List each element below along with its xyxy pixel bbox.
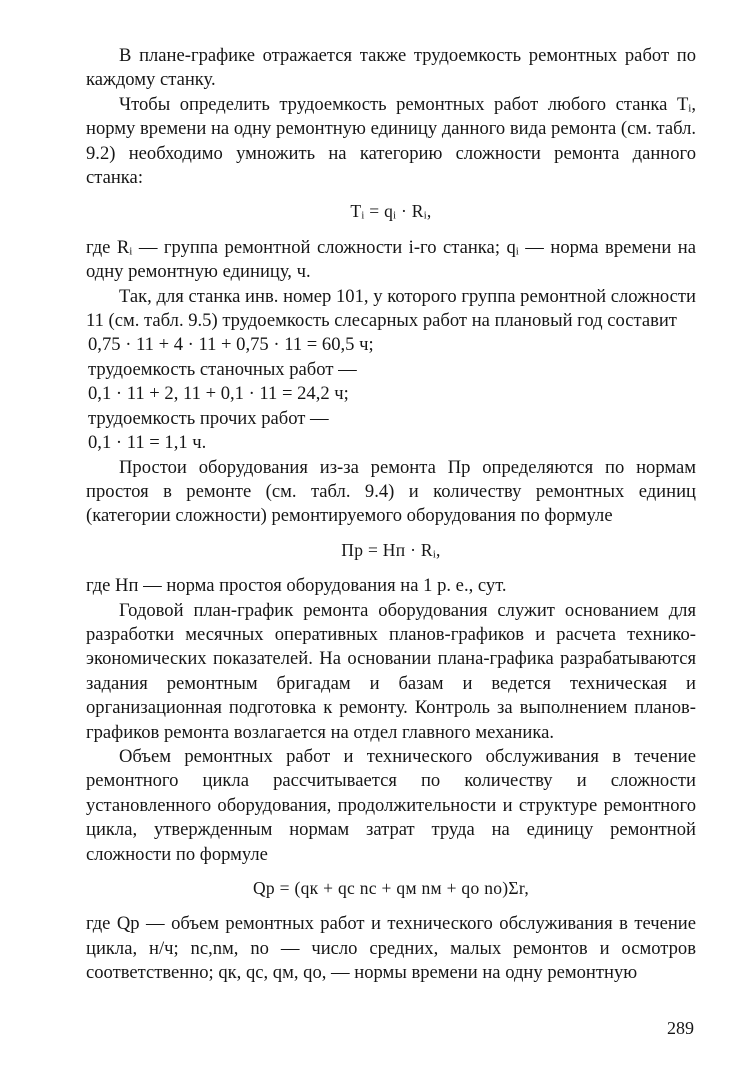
- calculation-block: [86, 333, 696, 455]
- paragraph-2: Чтобы определить трудоемкость ремонтных работ любого станка Tᵢ, норму времени на одну ремонтную единицу данного вида ремонта (см. табл. 9.2) необходимо умножить на категорию сложности ремонта данного станка:: [86, 93, 696, 189]
- paragraph-6: где Нп — норма простоя оборудования на 1 р. е., сут.: [86, 575, 507, 597]
- calc-line-5: 0,1 · 11 = 1,1 ч.: [88, 432, 207, 454]
- formula-downtime: Пр = Нп · Rᵢ,: [341, 539, 441, 560]
- calc-line-3: 0,1 · 11 + 2, 11 + 0,1 · 11 = 24,2 ч;: [88, 383, 349, 405]
- formula-labor-intensity: Tᵢ = qᵢ · Rᵢ,: [350, 201, 432, 222]
- calc-line-4: трудоемкость прочих работ —: [88, 407, 329, 429]
- calc-line-1: 0,75 · 11 + 4 · 11 + 0,75 · 11 = 60,5 ч;: [88, 334, 374, 356]
- paragraph-3: где Rᵢ — группа ремонтной сложности i-го станка; qᵢ — норма времени на одну ремонтную единицу, ч.: [86, 236, 696, 283]
- calc-line-2: трудоемкость станочных работ —: [88, 358, 357, 380]
- paragraph-9: где Qр — объем ремонтных работ и технического обслуживания в течение цикла, н/ч; nс,nм, nо — число средних, малых ремонтов и осмотров соответственно; qк, qс, qм, qо, — нормы времени на одну ремонтную: [86, 913, 696, 984]
- paragraph-5: Простои оборудования из-за ремонта Пр определяются по нормам простоя в ремонте (см. табл. 9.4) и количеству ремонтных единиц (категории сложности) ремонтируемого оборудования по формуле: [86, 456, 696, 527]
- paragraph-7: Годовой план-график ремонта оборудования служит основанием для разработки месячных оперативных планов-графиков и расчета технико-экономических показателей. На основании плана-графика разрабатываются задания ремонтным бригадам и базам и ведется техническая и организационная подготовка к ремонту. Контроль за выполнением планов-графиков ремонта возлагается на отдел главного механика.: [86, 599, 696, 743]
- paragraph-1: В плане-графике отражается также трудоемкость ремонтных работ по каждому станку.: [86, 45, 696, 91]
- paragraph-8: Объем ремонтных работ и технического обслуживания в течение ремонтного цикла рассчитывается по количеству и сложности установленного оборудования, продолжительности и структуре ремонтного цикла, утвержденным нормам затрат труда на единицу ремонтной сложности по формуле: [86, 745, 696, 865]
- paragraph-4: Так, для станка инв. номер 101, у которого группа ремонтной сложности 11 (см. табл. 9.5) трудоемкость слесарных работ на плановый год составит: [86, 285, 696, 332]
- page-number: 289: [667, 1017, 694, 1038]
- formula-repair-volume: Qр = (qк + qс nс + qм nм + qо nо)Σr,: [252, 878, 530, 898]
